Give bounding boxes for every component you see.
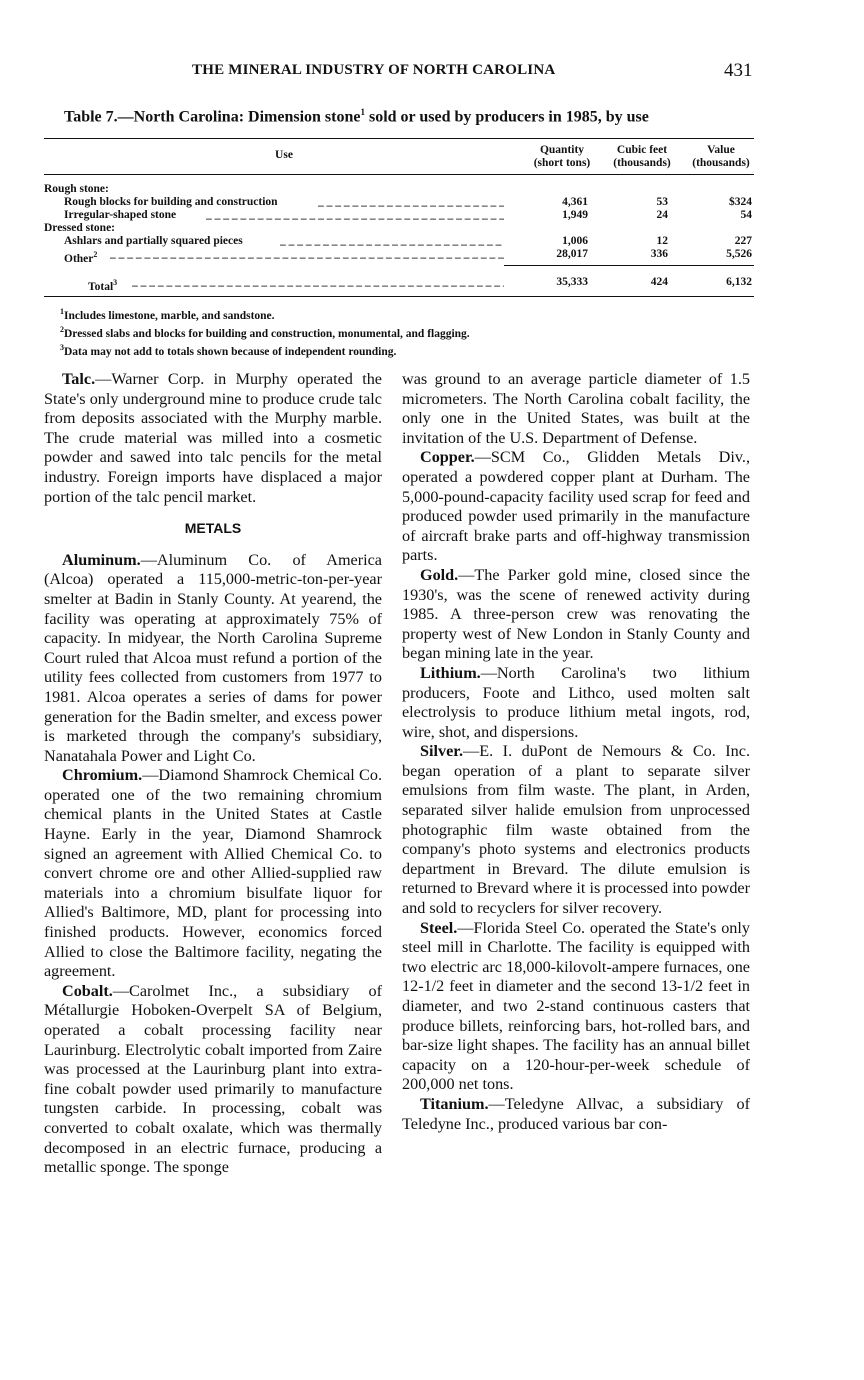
table-row: Irregular-shaped stone _ _ _ 1,949 24 54 xyxy=(44,209,754,222)
gold-paragraph: Gold.—The Parker gold mine, closed since the 1930's, was the scene of renewed activity during 1985. A three-person crew was renovating the property west of New London in Stanly County and began mining late in the year. xyxy=(402,565,750,663)
total-rule xyxy=(504,265,754,266)
header-rule xyxy=(44,174,754,175)
copper-paragraph: Copper.—SCM Co., Glidden Metals Div., operated a powdered copper plant at Durham. The 5,000-pound-capacity facility used scrap for feed and produced powder used primarily in the manufacture of aircraft brake parts and off-highway transmission parts. xyxy=(402,448,750,565)
page-number: 431 xyxy=(724,60,753,81)
header-value: Value (thousands) xyxy=(692,144,750,169)
table-row: Ashlars and partially squared pieces _ _ _ 1,006 12 227 xyxy=(44,235,754,248)
titanium-paragraph: Titanium.—Teledyne Allvac, a subsidiary of Teledyne Inc., produced various bar con- xyxy=(402,1094,750,1133)
table-total-row: Total$^3$ _ _ _ 35,333 424 6,132 xyxy=(44,276,754,289)
header-use: Use xyxy=(275,149,293,161)
table-title: Table 7.—North Carolina: Dimension stone$^1$ sold or used by producers in 1985, by use xyxy=(64,107,649,126)
footnote: $^1$Includes limestone, marble, and sandstone. xyxy=(60,307,275,322)
lithium-paragraph: Lithium.—North Carolina's two lithium producers, Foote and Lithco, used molten salt electrolysis to produce lithium metal ingots, rod, wire, shot, and dispersions. xyxy=(402,663,750,741)
silver-paragraph: Silver.—E. I. duPont de Nemours & Co. Inc. began operation of a plant to separate silver emulsions from film waste. The plant, in Arden, separated silver halide emulsion from unprocessed photographic film waste obtained from the company's photo systems and electronics products department in Brevard. The dilute emulsion is returned to Brevard where it is processed into powder and sold to recyclers for silver recovery. xyxy=(402,742,750,918)
metals-heading: METALS xyxy=(184,520,242,537)
table-row: Other$^2$ _ _ _ 28,017 336 5,526 xyxy=(44,248,754,261)
running-title: THE MINERAL INDUSTRY OF NORTH CAROLINA xyxy=(192,62,556,78)
left-column xyxy=(44,370,382,1178)
group-label-rough: Rough stone: xyxy=(44,183,109,195)
footnote: $^2$Dressed slabs and blocks for building and construction, monumental, and flagging. xyxy=(60,324,470,340)
footnote: $^3$Data may not add to totals shown because of independent rounding. xyxy=(60,342,397,358)
steel-paragraph: Steel.—Florida Steel Co. operated the State's only steel mill in Charlotte. The facility is equipped with two electric arc 18,000-kilovolt-ampere furnaces, one 12-1/2 feet in diameter and the second 13-1/2 feet in diameter, and two 2-stand continuous casters that produce billets, reinforcing bars, hot-rolled bars, and bar-size light shapes. The facility has an annual billet capacity on a 120-hour-per-week schedule of 200,000 net tons. xyxy=(402,918,750,1094)
cobalt-paragraph: Cobalt.—Carolmet Inc., a subsidiary of Métallurgie Hoboken-Overpelt SA of Belgium, operated a cobalt processing facility near Laurinburg. Electrolytic cobalt imported from Zaire was processed at the Laurinburg plant into extra-fine cobalt powder used primarily to manufacture tungsten carbide. In processing, cobalt was converted to cobalt oxalate, which was thermally decomposed in an electric furnace, producing a metallic sponge. The sponge xyxy=(44,981,382,1177)
table-bottom-rule xyxy=(44,296,754,297)
aluminum-paragraph: Aluminum.—Aluminum Co. of America (Alcoa) operated a 115,000-metric-ton-per-year smelter at Badin in Stanly County. At yearend, the facility was operating at approximately 75% of capacity. In midyear, the North Carolina Supreme Court ruled that Alcoa must refund a portion of the utility fees collected from customers from 1977 to 1981. Alcoa operates a series of dams for power generation for the Badin smelter, and excess power is marketed through the company's subsidiary, Nanatahala Power and Light Co. xyxy=(44,550,382,765)
talc-paragraph: Talc.—Warner Corp. in Murphy operated the State's only underground mine to produce crude talc from deposits associated with the Murphy marble. The crude material was milled into a cosmetic powder and sawed into talc pencils for the metal industry. Foreign imports have displaced a major portion of the talc pencil market. xyxy=(44,370,382,506)
table-row: Rough blocks for building and construction _ _ _ 4,361 53 $324 xyxy=(44,196,754,209)
right-column xyxy=(402,370,750,1134)
cobalt-continued-paragraph: was ground to an average particle diameter of 1.5 micrometers. The North Carolina cobalt facility, the only one in the United States, was built at the invitation of the U.S. Department of Defense. xyxy=(402,370,750,447)
chromium-paragraph: Chromium.—Diamond Shamrock Chemical Co. operated one of the two remaining chromium chemical plants in the United States at Castle Hayne. Early in the year, Diamond Shamrock signed an agreement with Allied Chemical Co. to convert chrome ore and other Allied-supplied raw materials into a chromium bisulfate liquor for Allied's Baltimore, MD, plant for processing into finished products. However, economics forced Allied to close the Baltimore facility, negating the agreement. xyxy=(44,766,382,981)
group-label-dressed: Dressed stone: xyxy=(44,222,116,234)
header-quantity: Quantity (short tons) xyxy=(533,144,591,169)
table-top-rule xyxy=(44,138,754,139)
header-cubic-feet: Cubic feet (thousands) xyxy=(613,144,671,169)
table-footnotes xyxy=(60,305,470,358)
